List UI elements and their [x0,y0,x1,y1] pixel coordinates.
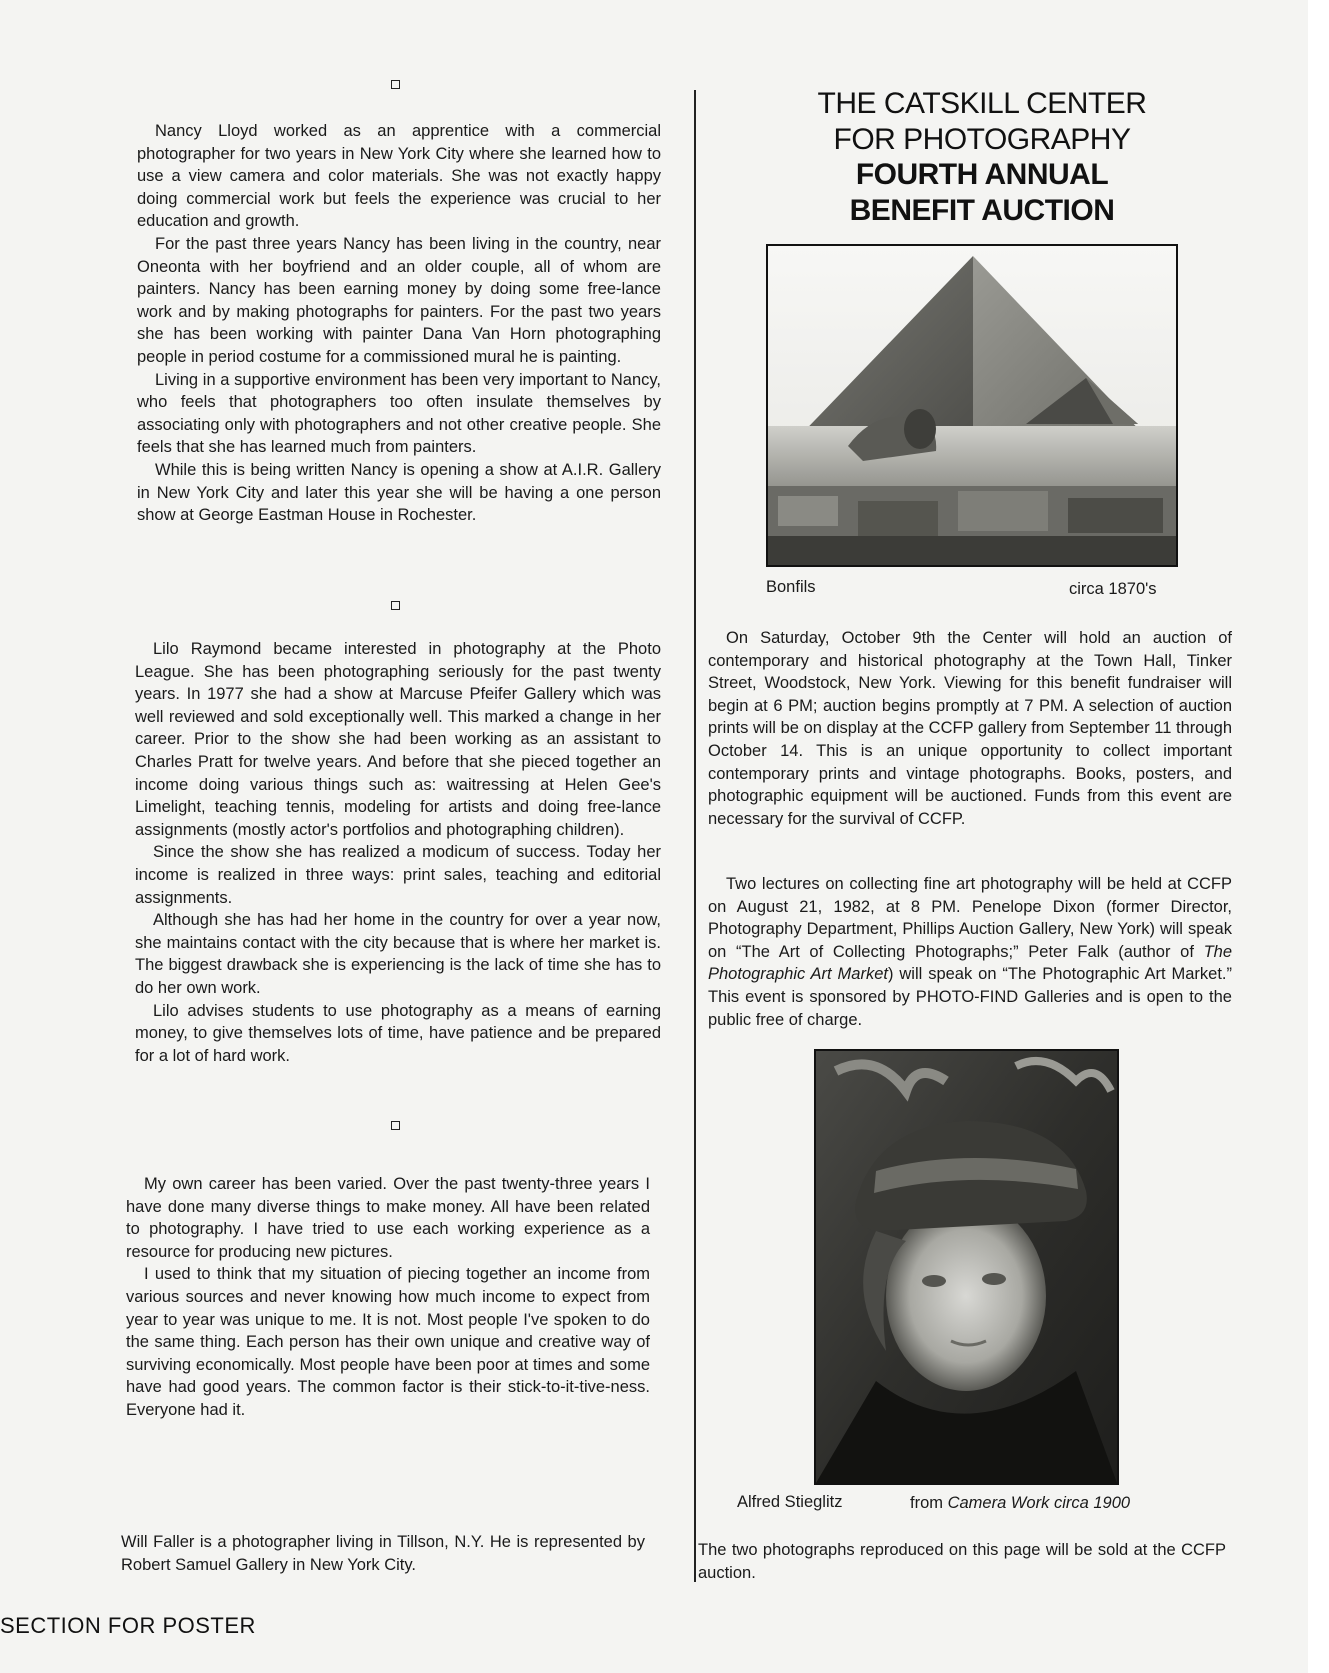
paragraph: Although she has had her home in the country for over a year now, she maintains contact with the city because that is where her market is. The biggest drawback she is experiencing is the lack of time she has to do her own work. [135,911,661,997]
header-line-4: BENEFIT AUCTION [849,193,1115,227]
portrait-photo [814,1049,1119,1485]
auction-header [770,86,1194,228]
book-title: The Photographic Art Market [708,942,1232,984]
from-word: from [910,1494,943,1512]
paragraph: My own career has been varied. Over the past twenty-three years I have done many diverse things to make money. All have been related to photography. I have tried to use each working experience as a resource for producing new pictures. [126,1175,650,1261]
paragraph: For the past three years Nancy has been living in the country, near Oneonta with her boyfriend and an older couple, all of whom are painters. Nancy has been earning money by doing some free-lance work and by making photographs for painters. For the past two years she has been working with painter Dana Van Horn photographing people in period costume for a commissioned mural he is painting. [137,234,661,366]
section-separator-2 [391,601,400,610]
source-title: Camera Work circa 1900 [947,1494,1131,1512]
paragraph: I used to think that my situation of piecing together an income from various sources and never knowing how much income to expect from year to year was unique to me. It is not. Most people I've spoken to do the same thing. Each person has their own unique and creative way of surviving economically. Most people have been poor at times and some have had good years. The common factor is their stick-to-it-tive-ness. Everyone had it. [126,1265,650,1419]
author-bio [121,1531,645,1576]
nancy-lloyd-section [137,120,661,527]
column-divider [694,90,696,1582]
lilo-raymond-section [135,638,661,1067]
paragraph: While this is being written Nancy is opening a show at A.I.R. Gallery in New York City and later this year she will be having a one person show at George Eastman House in Rochester. [137,460,661,525]
paragraph: Lilo Raymond became interested in photography at the Photo League. She has been photographing seriously for the past twenty years. In 1977 she had a show at Marcuse Pfeifer Gallery which was well reviewed and sold exceptionally well. This marked a change in her career. Prior to the show she had been working as an assistant to Charles Pratt for twelve years. And before that she pieced together an income doing various things such as: waitressing at Helen Gee's Limelight, teaching tennis, modeling for artists and doing free-lance assignments (mostly actor's portfolios and photographing children). [135,640,661,839]
paragraph: Lilo advises students to use photography as a means of earning money, to give themselves lots of time, have patience and be prepared for a lot of hard work. [135,1001,661,1065]
header-line-1: THE CATSKILL CENTER [817,87,1147,120]
author-section [126,1173,650,1422]
header-line-2: FOR PHOTOGRAPHY [833,122,1131,156]
photo1-date: circa 1870's [1069,580,1157,598]
closing-note [698,1539,1226,1584]
auction-paragraph [708,627,1232,830]
section-separator-1 [391,80,400,89]
pyramid-image [768,246,1176,565]
paragraph [708,873,1232,1031]
paragraph: Nancy Lloyd worked as an apprentice with a commercial photographer for two years in New York City where she learned how to use a view camera and color materials. She was not exactly happy doing commercial work but feels the experience was crucial to her education and growth. [137,122,661,231]
photo2-artist: Alfred Stieglitz [737,1493,843,1511]
bio-text: Will Faller is a photographer living in Tillson, N.Y. He is represented by Robert Samuel Gallery in New York City. [121,1533,645,1574]
lecture-text-start: Two lectures on collecting fine art photography will be held at CCFP on August 21, 1982, at 8 PM. Penelope Dixon (former Director, Photography Department, Phillips Auction Gallery, New York) will speak on “The Art of Collecting Photographs;” Peter Falk (author of [708,875,1232,961]
lecture-paragraph [708,873,1232,1031]
section-footer: SECTION FOR POSTER [0,1613,256,1638]
lecture-text-end: ) will speak on “The Photographic Art Market.” This event is sponsored by PHOTO-FIND Galleries and is open to the public free of charge. [708,965,1232,1029]
header-line-3: FOURTH ANNUAL [855,158,1109,191]
paragraph: Since the show she has realized a modicum of success. Today her income is realized in three ways: print sales, teaching and editorial assignments. [135,843,661,907]
portrait-image [816,1051,1117,1483]
photo1-artist: Bonfils [766,578,816,596]
paragraph: Living in a supportive environment has been very important to Nancy, who feels that photographers too often insulate themselves by associating only with photographers and not other creative people. She feels that she has learned much from painters. [137,370,661,457]
page-edge [1308,0,1329,1673]
paragraph: On Saturday, October 9th the Center will hold an auction of contemporary and historical photography at the Town Hall, Tinker Street, Woodstock, New York. Viewing for this benefit fundraiser will begin at 6 PM; auction begins promptly at 7 PM. A selection of auction prints will be on display at the CCFP gallery from September 11 through October 14. This is an unique opportunity to collect important contemporary prints and vintage photographs. Books, posters, and photographic equipment will be auctioned. Funds from this event are necessary for the survival of CCFP. [708,629,1232,828]
section-separator-3 [391,1121,400,1130]
closing-text: The two photographs reproduced on this page will be sold at the CCFP auction. [698,1541,1226,1582]
pyramid-photo [766,244,1178,567]
photo2-source [910,1494,1130,1513]
